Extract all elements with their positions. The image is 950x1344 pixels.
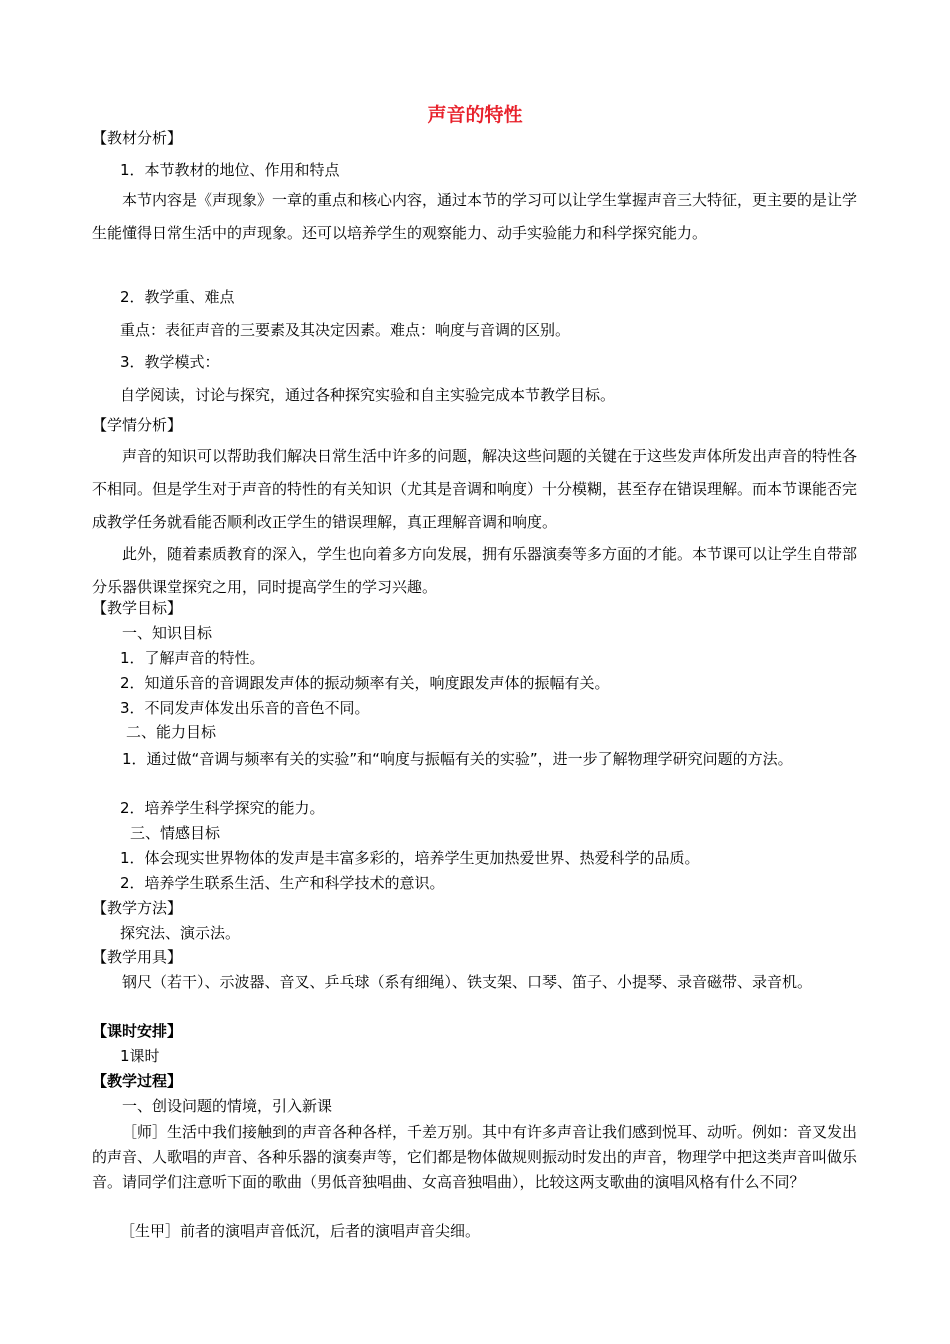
xueqing-paragraph-2: 此外，随着素质教育的深入，学生也向着多方向发展，拥有乐器演奏等多方面的才能。本节课可以让学生自带部分乐器供课堂探究之用，同时提高学生的学习兴趣。 bbox=[92, 545, 858, 596]
emotion-goals-title: 三、情感目标 bbox=[130, 824, 221, 842]
knowledge-goal-3: 3．不同发声体发出乐音的音色不同。 bbox=[120, 699, 370, 717]
emotion-goal-1: 1．体会现实世界物体的发声是丰富多彩的，培养学生更加热爱世界、热爱科学的品质。 bbox=[120, 849, 700, 867]
knowledge-goal-2: 2．知道乐音的音调跟发声体的振动频率有关，响度跟发声体的振幅有关。 bbox=[120, 674, 610, 692]
jiaocai-item3-title: 3．教学模式： bbox=[120, 353, 220, 371]
section-heading-mubiao: 【教学目标】 bbox=[92, 599, 183, 617]
teacher-dialogue: ［师］生活中我们接触到的声音各种各样，千差万别。其中有许多声音让我们感到悦耳、动听。例如：音叉发出的声音、人歌唱的声音、各种乐器的演奏声等，它们都是物体做规则振动时发出的声音，物理学中把这类声音叫做乐音。请同学们注意听下面的歌曲（男低音独唱曲、女高音独唱曲），比较这两支歌曲的演唱风格有什么不同？ bbox=[92, 1123, 858, 1191]
student-dialogue: ［生甲］前者的演唱声音低沉，后者的演唱声音尖细。 bbox=[120, 1222, 481, 1240]
section-heading-jiaocai: 【教材分析】 bbox=[92, 129, 183, 147]
process-step-1-title: 一、创设问题的情境，引入新课 bbox=[122, 1097, 333, 1115]
jiaocai-item2-text: 重点：表征声音的三要素及其决定因素。难点：响度与音调的区别。 bbox=[120, 321, 571, 339]
xueqing-paragraph-1: 声音的知识可以帮助我们解决日常生活中许多的问题，解决这些问题的关键在于这些发声体所发出声音的特性各不相同。但是学生对于声音的特性的有关知识（尤其是音调和响度）十分模糊，甚至存在错误理解。而本节课能否完成教学任务就看能否顺利改正学生的错误理解，真正理解音调和响度。 bbox=[92, 447, 858, 531]
ability-goal-1: 1．通过做“音调与频率有关的实验”和“响度与振幅有关的实验”，进一步了解物理学研究问题的方法。 bbox=[122, 750, 793, 768]
emotion-goal-2: 2．培养学生联系生活、生产和科学技术的意识。 bbox=[120, 874, 445, 892]
keshi-text: 1课时 bbox=[120, 1047, 160, 1065]
jiaocai-item1-text: 本节内容是《声现象》一章的重点和核心内容，通过本节的学习可以让学生掌握声音三大特征，更主要的是让学生能懂得日常生活中的声现象。还可以培养学生的观察能力、动手实验能力和科学探究能力。 bbox=[92, 191, 858, 242]
section-heading-guocheng: 【教学过程】 bbox=[92, 1072, 183, 1090]
section-heading-yongju: 【教学用具】 bbox=[92, 948, 183, 966]
section-heading-xueqing: 【学情分析】 bbox=[92, 416, 183, 434]
page-title: 声音的特性 bbox=[427, 104, 523, 126]
knowledge-goal-1: 1．了解声音的特性。 bbox=[120, 649, 265, 667]
section-heading-keshi: 【课时安排】 bbox=[92, 1022, 183, 1040]
jiaocai-item1-title: 1．本节教材的地位、作用和特点 bbox=[120, 161, 340, 179]
yongju-text: 钢尺（若干）、示波器、音叉、乒乓球（系有细绳）、铁支架、口琴、笛子、小提琴、录音磁带、录音机。 bbox=[122, 973, 813, 991]
knowledge-goals-title: 一、知识目标 bbox=[122, 624, 213, 642]
jiaocai-item3-text: 自学阅读，讨论与探究，通过各种探究实验和自主实验完成本节教学目标。 bbox=[120, 386, 616, 404]
section-heading-fangfa: 【教学方法】 bbox=[92, 899, 183, 917]
jiaocai-item2-title: 2．教学重、难点 bbox=[120, 288, 235, 306]
fangfa-text: 探究法、演示法。 bbox=[120, 924, 241, 942]
ability-goals-title: 二、能力目标 bbox=[126, 723, 217, 741]
ability-goal-2: 2．培养学生科学探究的能力。 bbox=[120, 799, 325, 817]
